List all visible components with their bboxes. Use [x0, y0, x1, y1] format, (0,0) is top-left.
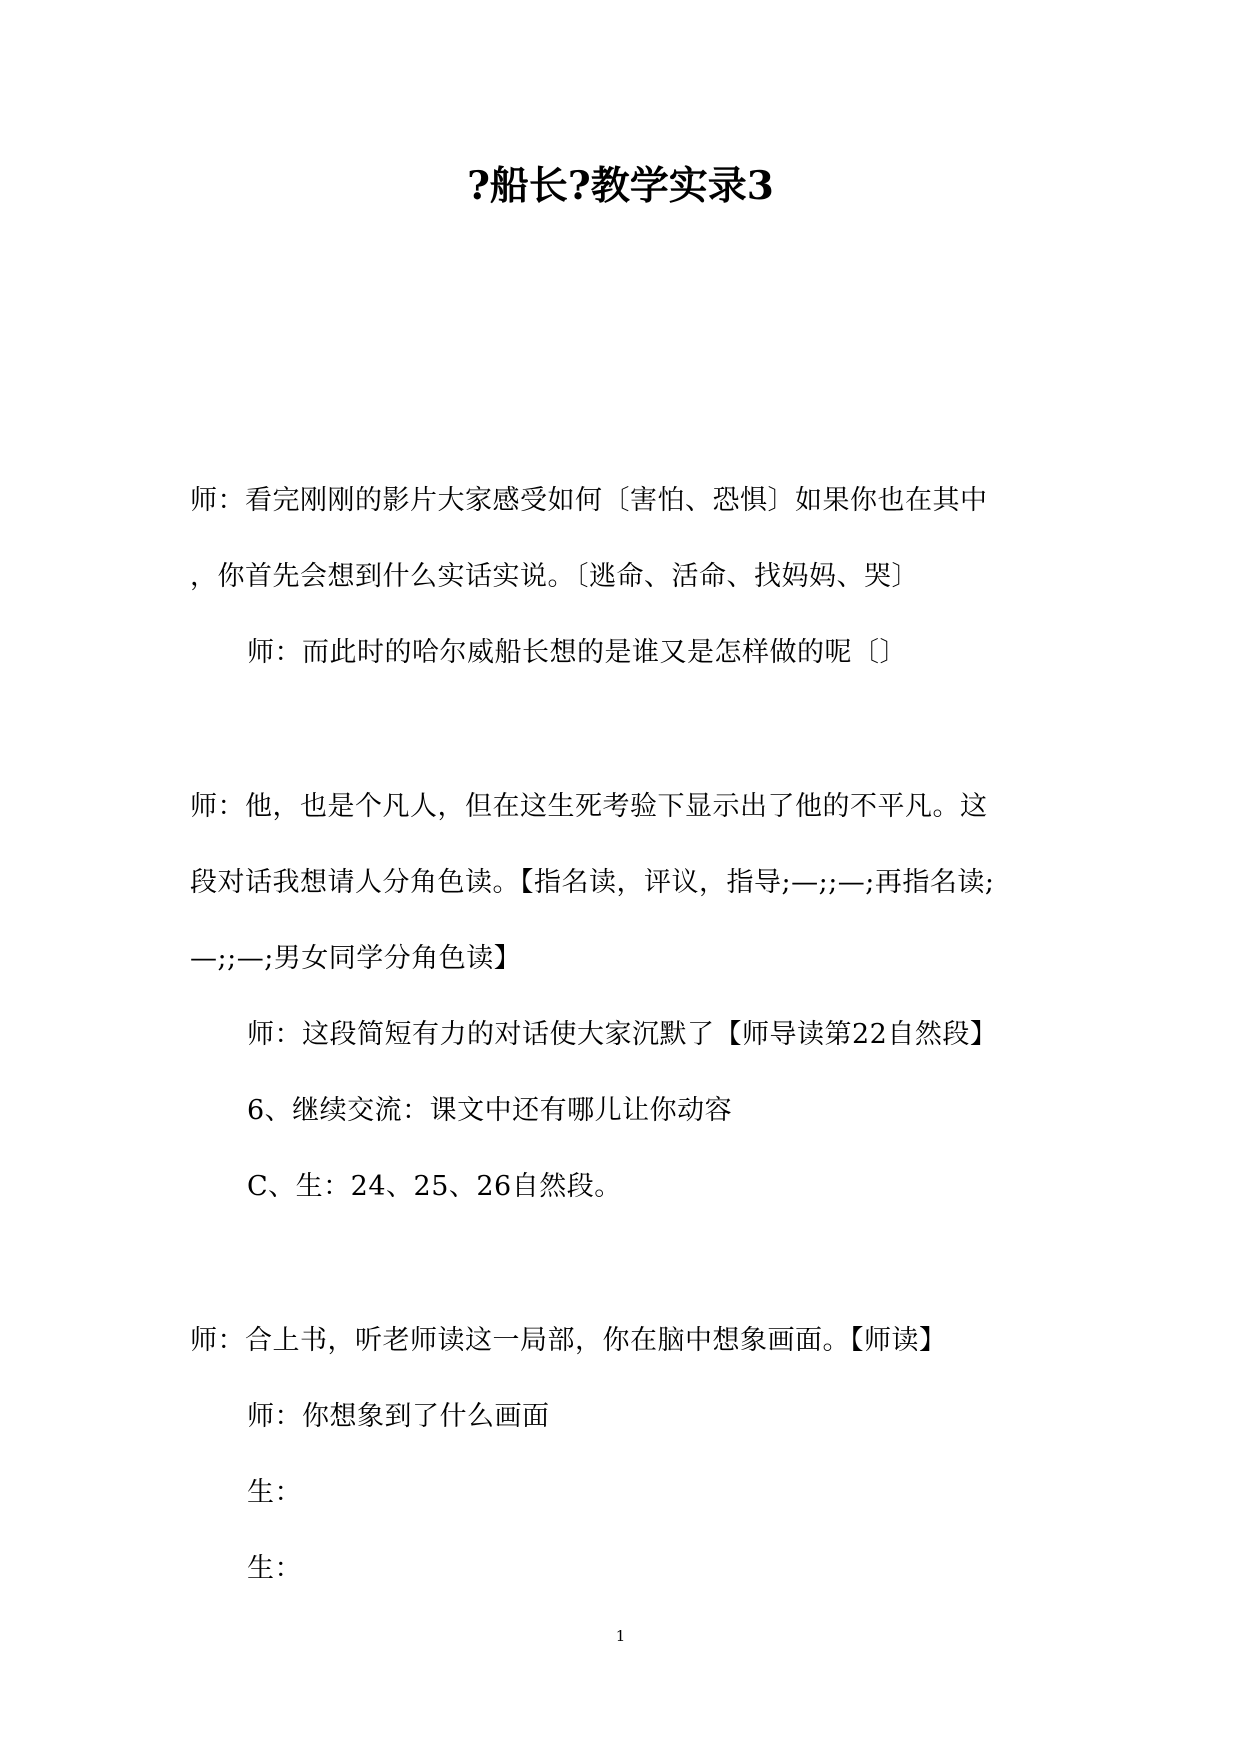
paragraph-line: C、生：24、25、26自然段。 — [247, 1171, 622, 1202]
paragraph-line: 师：而此时的哈尔威船长想的是谁又是怎样做的呢〔〕 — [247, 637, 907, 668]
paragraph-line: 生： — [247, 1553, 302, 1584]
paragraph-line: 师：他，也是个凡人，但在这生死考验下显示出了他的不平凡。这 — [190, 791, 988, 822]
page-number: 1 — [615, 1627, 626, 1645]
paragraph-line: 师：合上书，听老师读这一局部，你在脑中想象画面。【师读】 — [190, 1325, 947, 1356]
paragraph-line: 师：这段简短有力的对话使大家沉默了【师导读第22自然段】 — [247, 1019, 998, 1050]
paragraph-line: —;;—;男女同学分角色读】 — [190, 943, 522, 974]
paragraph-line: ，你首先会想到什么实话实说。〔逃命、活命、找妈妈、哭〕 — [190, 561, 919, 592]
paragraph-line: 师：看完刚刚的影片大家感受如何〔害怕、恐惧〕如果你也在其中 — [190, 485, 988, 516]
paragraph-line: 师：你想象到了什么画面 — [247, 1401, 550, 1432]
document-title: ?船长?教学实录3 — [467, 163, 774, 209]
paragraph-line: 6、继续交流：课文中还有哪儿让你动容 — [247, 1095, 733, 1126]
paragraph-line: 生： — [247, 1477, 302, 1508]
paragraph-line: 段对话我想请人分角色读。【指名读，评议，指导;—;;—;再指名读; — [190, 867, 995, 898]
